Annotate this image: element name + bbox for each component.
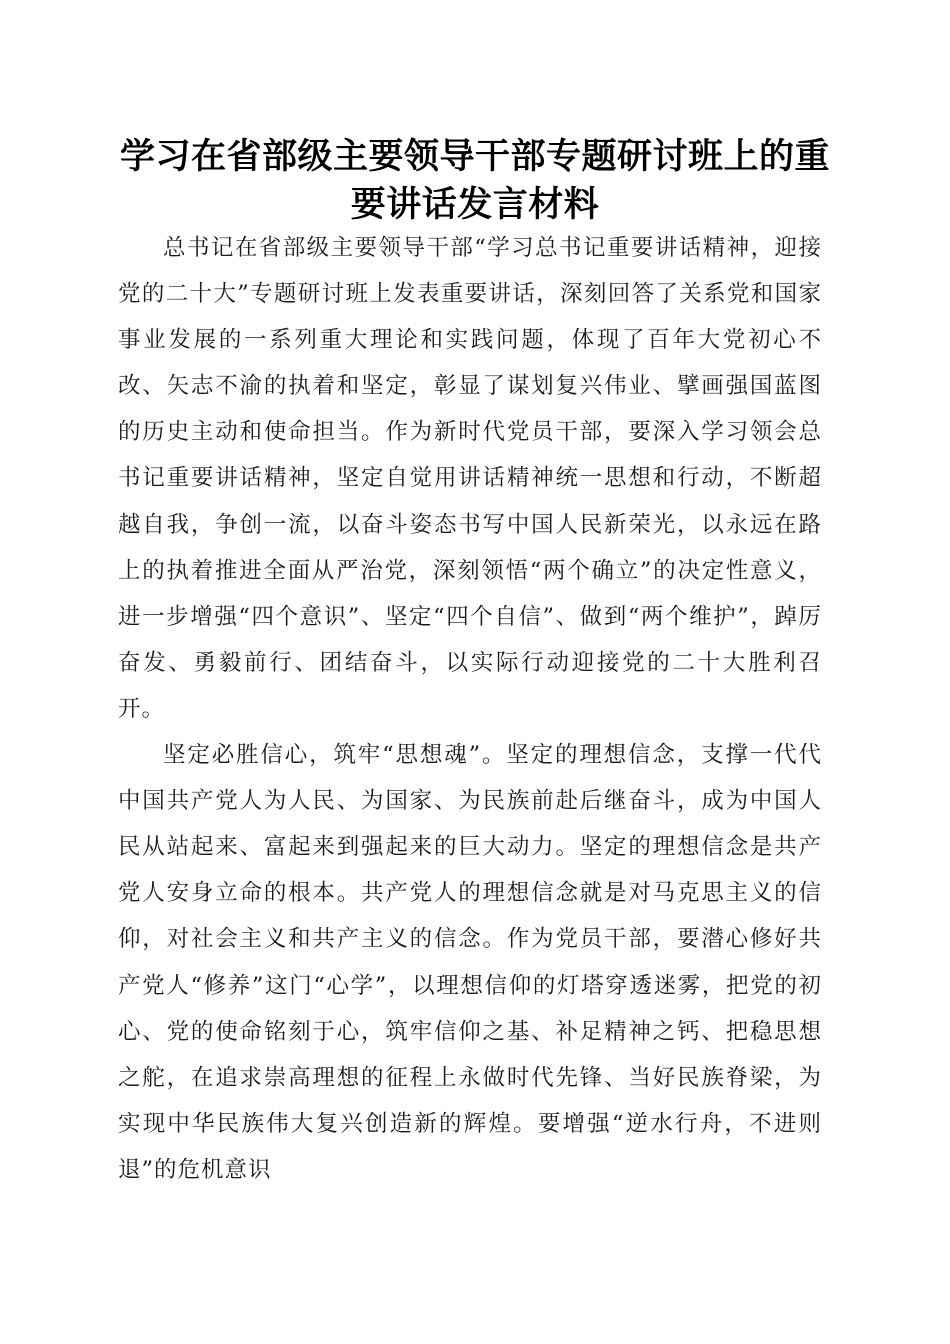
paragraph-intro: 总书记在省部级主要领导干部“学习总书记重要讲话精神，迎接党的二十大”专题研讨班上发表重要讲话，深刻回答了关系党和国家事业发展的一系列重大理论和实践问题，体现了百年大党初心不改、矢志不渝的执着和坚定，彰显了谋划复兴伟业、擘画强国蓝图的历史主动和使命担当。作为新时代党员干部，要深入学习领会总书记重要讲话精神，坚定自觉用讲话精神统一思想和行动，不断超越自我，争创一流，以奋斗姿态书写中国人民新荣光，以永远在路上的执着推进全面从严治党，深刻领悟“两个确立”的决定性意义，进一步增强“四个意识”、坚定“四个自信”、做到“两个维护”，踔厉奋发、勇毅前行、团结奋斗，以实际行动迎接党的二十大胜利召开。 [118,235,822,722]
paragraph-faith: 坚定必胜信心，筑牢“思想魂”。坚定的理想信念，支撑一代代中国共产党人为人民、为国家、为民族前赴后继奋斗，成为中国人民从站起来、富起来到强起来的巨大动力。坚定的理想信念是共产党人安身立命的根本。共产党人的理想信念就是对马克思主义的信仰，对社会主义和共产主义的信念。作为党员干部，要潜心修好共产党人“修养”这门“心学”，以理想信仰的灯塔穿透迷雾，把党的初心、党的使命铭刻于心，筑牢信仰之基、补足精神之钙、把稳思想之舵，在追求崇高理想的征程上永做时代先锋、当好民族脊梁，为实现中华民族伟大复兴创造新的辉煌。要增强“逆水行舟，不进则退”的危机意识 [118,742,822,1183]
document-title: 学习在省部级主要领导干部专题研讨班上的重要讲话发言材料 [119,136,830,225]
document-body [118,225,822,1193]
